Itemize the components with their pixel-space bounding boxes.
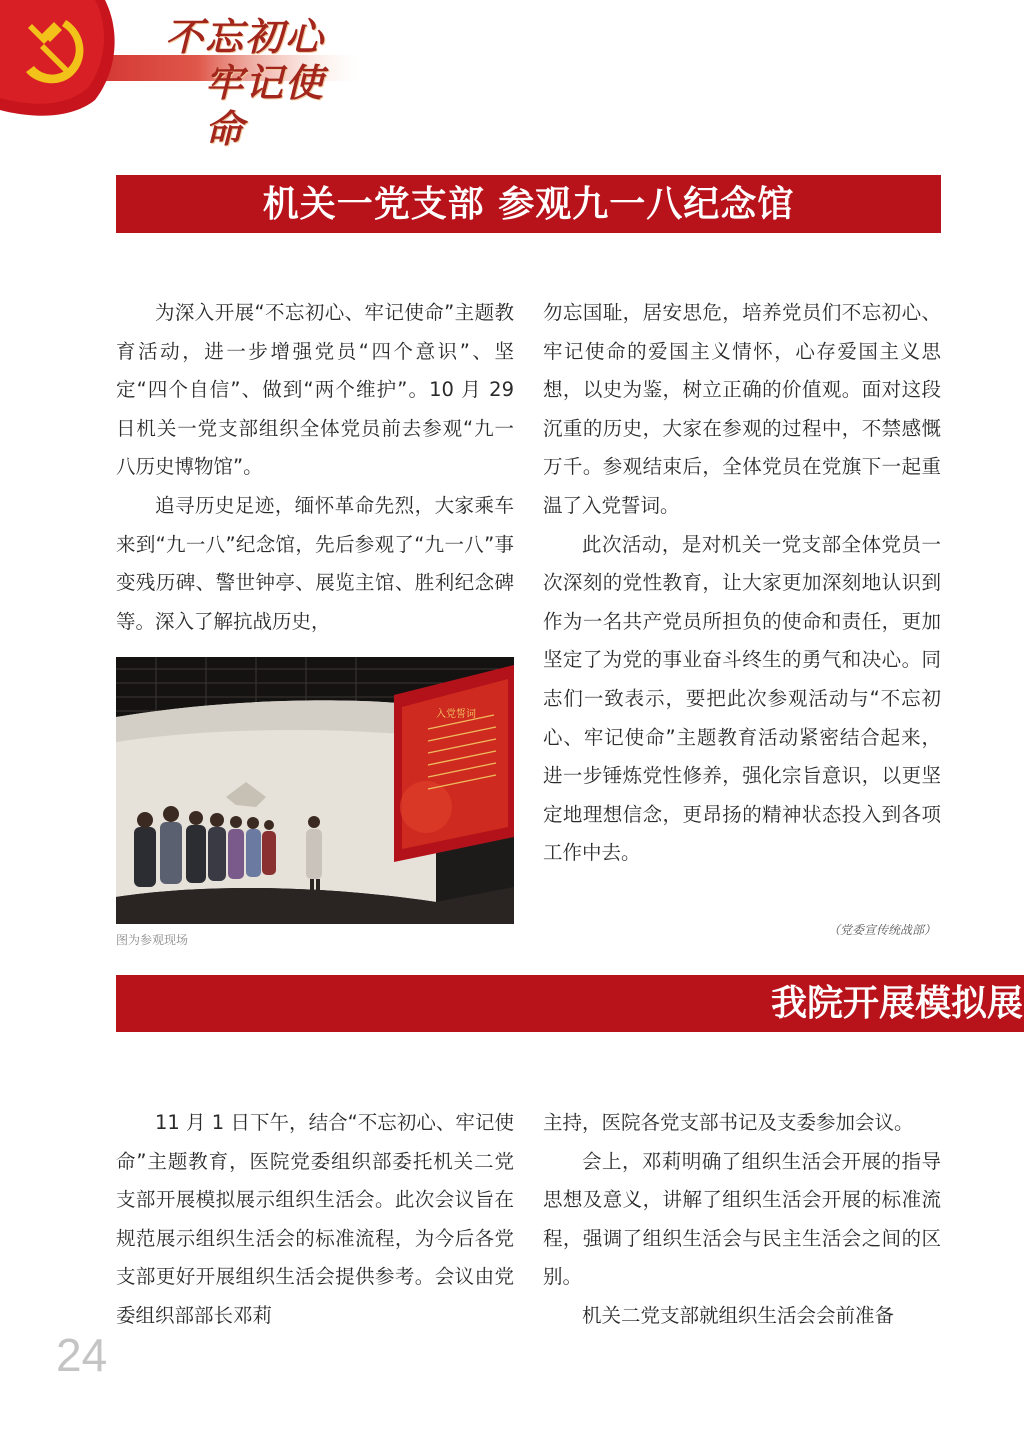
visit-photo	[116, 657, 514, 924]
oath-wall-title: 入党誓词	[436, 709, 476, 720]
article2-paragraph: 11 月 1 日下午，结合“不忘初心、牢记使命”主题教育，医院党委组织部委托机关二党支部开展模拟展示组织生活会。此次会议旨在规范展示组织生活会的标准流程，为今后各党支部更好开展组织生活会提供参考。会议由党委组织部部长邓莉	[116, 1111, 514, 1327]
article1-paragraph: 追寻历史足迹，缅怀革命先烈，大家乘车来到“九一八”纪念馆，先后参观了“九一八”事变残历碑、警世钟亭、展览主馆、胜利纪念碑等。深入了解抗战历史，	[116, 493, 514, 633]
photo-caption: 图为参观现场	[116, 933, 189, 947]
header-banner	[0, 0, 360, 151]
party-emblem-icon	[14, 10, 94, 90]
article1-paragraph: 勿忘国耻，居安思危，培养党员们不忘初心、牢记使命的爱国主义情怀，心存爱国主义思想，以史为鉴，树立正确的价值观。面对这段沉重的历史，大家在参观的过程中，不禁感慨万千。参观结束后，全体党员在党旗下一起重温了入党誓词。	[543, 301, 941, 517]
page-number: 24	[56, 1329, 108, 1381]
article1-title: 机关一党支部 参观九一八纪念馆	[116, 175, 941, 233]
header-slogan	[165, 14, 355, 152]
article1-paragraph: 为深入开展“不忘初心、牢记使命”主题教育活动，进一步增强党员“四个意识”、坚定“四个自信”、做到“两个维护”。10 月 29 日机关一党支部组织全体党员前去参观“九一八历史博物馆”。	[116, 301, 514, 479]
article2-paragraph: 主持，医院各党支部书记及支委参加会议。	[543, 1111, 914, 1134]
article1-column-2	[543, 294, 941, 873]
article2-paragraph: 机关二党支部就组织生活会会前准备	[582, 1303, 895, 1327]
article2-column-1	[116, 1104, 514, 1336]
slogan-line-1: 不忘初心	[165, 14, 326, 59]
article1-source: （党委宣传统战部）	[827, 923, 936, 937]
article2-column-2	[543, 1104, 941, 1336]
article2-title-bar	[116, 975, 1024, 1032]
article1-paragraph: 此次活动，是对机关一党支部全体党员一次深刻的党性教育，让大家更加深刻地认识到作为一名共产党员所担负的使命和责任，更加坚定了为党的事业奋斗终生的勇气和决心。同志们一致表示，要把此次参观活动与“不忘初心、牢记使命”主题教育活动紧密结合起来，进一步锤炼党性修养，强化宗旨意识，以更坚定地理想信念，更昂扬的精神状态投入到各项工作中去。	[543, 532, 941, 865]
article2-paragraph: 会上，邓莉明确了组织生活会开展的指导思想及意义，讲解了组织生活会开展的标准流程，强调了组织生活会与民主生活会之间的区别。	[543, 1149, 941, 1289]
article2-title: 我院开展模拟展	[771, 982, 1024, 1024]
article1-column-1	[116, 294, 514, 641]
slogan-line-2: 牢记使命	[205, 60, 326, 151]
